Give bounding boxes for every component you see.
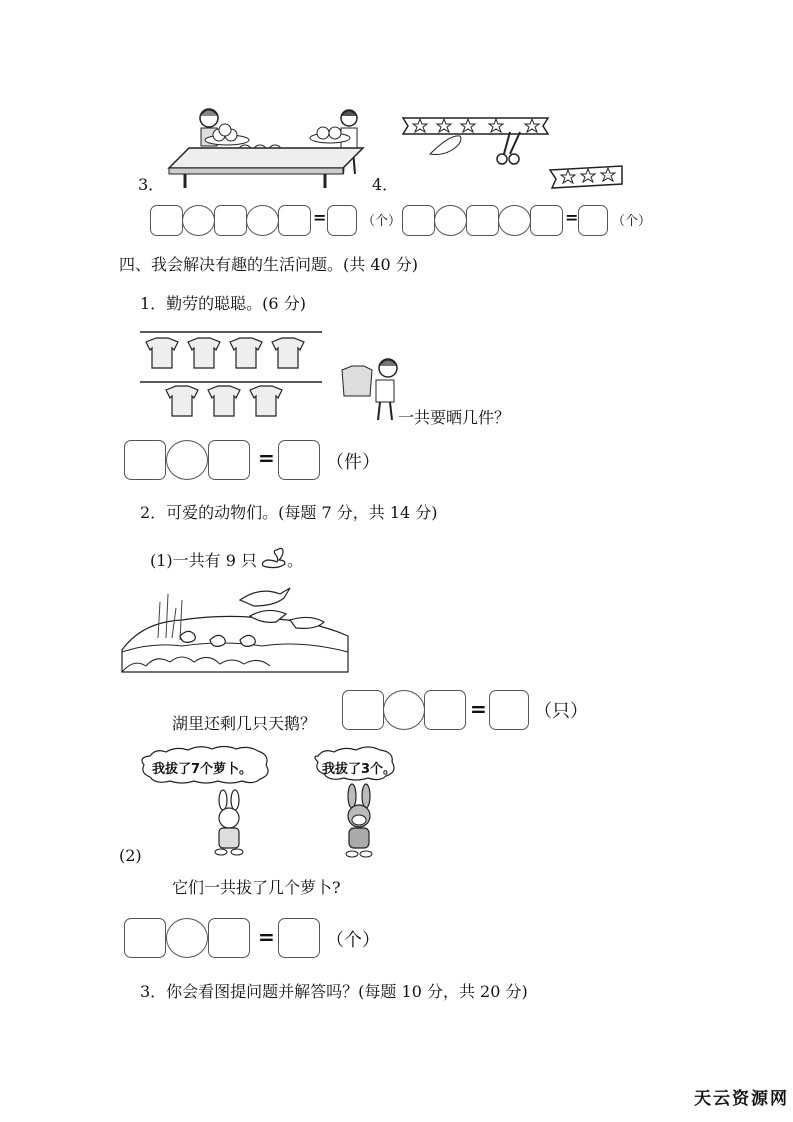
table-apples-illustration <box>165 104 365 190</box>
swan-icon <box>257 548 287 570</box>
section-heading: 四、我会解决有趣的生活问题。(共 40 分) <box>119 255 419 274</box>
question-1-title: 1．勤劳的聪聪。(6 分) <box>140 294 306 313</box>
answer-box[interactable] <box>466 205 499 236</box>
equals-sign: = <box>258 446 275 470</box>
equals-sign: = <box>565 208 579 227</box>
operator-circle[interactable] <box>246 205 279 236</box>
operator-circle[interactable] <box>498 205 531 236</box>
answer-box[interactable] <box>214 205 247 236</box>
sub-question-2-prompt: 它们一共拔了几个萝卜? <box>172 878 341 897</box>
problem-3-number: 3． <box>138 175 165 194</box>
lake-swans-illustration <box>120 580 350 674</box>
question-1-prompt: 一共要晒几件？ <box>398 408 511 427</box>
unit-label: （只） <box>534 701 588 722</box>
unit-label: （件） <box>326 452 380 473</box>
answer-box[interactable] <box>150 205 183 236</box>
operator-circle[interactable] <box>383 690 425 730</box>
result-box[interactable] <box>327 205 357 236</box>
answer-box[interactable] <box>278 205 311 236</box>
answer-box[interactable] <box>530 205 563 236</box>
sub-question-2-label: (2) <box>119 846 142 865</box>
sub-question-1-text <box>150 548 303 571</box>
result-box[interactable] <box>578 205 608 236</box>
stars-scissors-illustration <box>400 114 625 190</box>
sub-question-1-prompt: 湖里还剩几只天鹅？ <box>172 714 317 733</box>
problem-4-number: 4． <box>372 175 399 194</box>
question-3-title: 3．你会看图提问题并解答吗？(每题 10 分，共 20 分) <box>140 982 528 1001</box>
equals-sign: = <box>258 925 275 949</box>
answer-box[interactable] <box>424 690 466 730</box>
answer-box[interactable] <box>124 918 166 958</box>
result-box[interactable] <box>278 440 320 480</box>
sub-question-1-suffix: 。 <box>287 551 304 570</box>
speech-bubble-right-text: 我拔了3个。 <box>322 762 397 777</box>
rabbit-right <box>338 784 382 860</box>
result-box[interactable] <box>489 690 529 730</box>
sub-question-1-prefix: (1)一共有 9 只 <box>150 551 258 570</box>
answer-box[interactable] <box>124 440 166 480</box>
speech-bubble-left-text: 我拔了7个萝卜。 <box>152 762 253 777</box>
clothesline-illustration <box>138 326 408 426</box>
watermark-brand: 天云资源网 <box>694 1089 789 1109</box>
result-box[interactable] <box>278 918 320 958</box>
operator-circle[interactable] <box>182 205 215 236</box>
answer-box[interactable] <box>342 690 384 730</box>
unit-label: （个） <box>326 930 380 951</box>
equals-sign: = <box>470 697 487 721</box>
answer-box[interactable] <box>402 205 435 236</box>
answer-box[interactable] <box>208 440 250 480</box>
question-2-title: 2．可爱的动物们。(每题 7 分，共 14 分) <box>140 503 438 522</box>
unit-label: （个） <box>362 214 402 229</box>
rabbit-left <box>205 790 255 858</box>
operator-circle[interactable] <box>434 205 467 236</box>
equals-sign: = <box>313 208 327 227</box>
operator-circle[interactable] <box>166 440 208 480</box>
operator-circle[interactable] <box>166 918 208 958</box>
unit-label: （个） <box>612 214 652 229</box>
answer-box[interactable] <box>208 918 250 958</box>
